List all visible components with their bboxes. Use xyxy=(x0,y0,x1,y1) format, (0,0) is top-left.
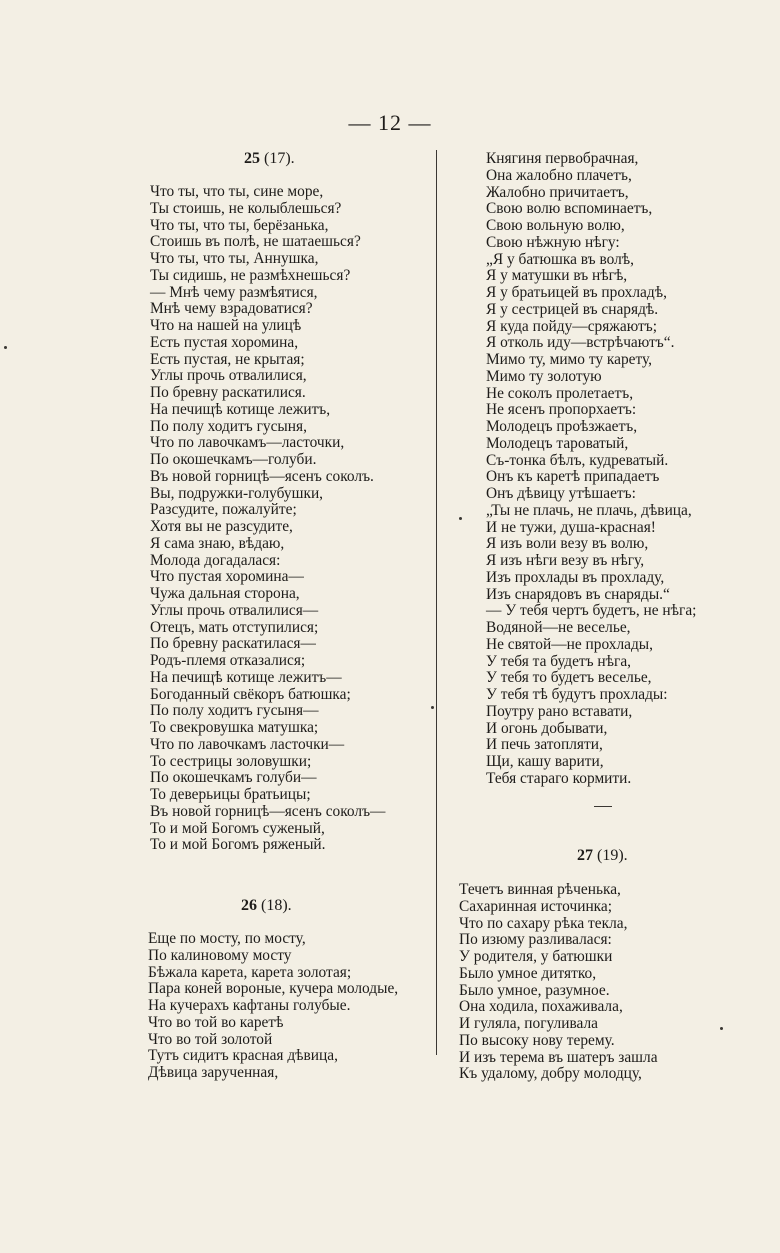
poem-heading-25 xyxy=(244,150,295,168)
verse-line: Что на нашей на улицѣ xyxy=(150,317,302,334)
poem-text-27 xyxy=(459,882,658,1083)
verse-line: Я изъ нѣги везу въ нѣгу, xyxy=(486,552,645,569)
verse-line: Было умное дитятко, xyxy=(459,964,597,982)
verse-line: Молода догадалася: xyxy=(150,551,281,569)
verse-line: Что во той во каретѣ xyxy=(148,1013,284,1031)
verse-line: Она жалобно плачетъ, xyxy=(486,166,632,184)
verse-line: У родителя, у батюшки xyxy=(459,948,613,965)
verse-line: Съ-тонка бѣлъ, кудреватый. xyxy=(486,451,669,469)
poem-variant: (19). xyxy=(597,847,628,864)
poem-variant: (18). xyxy=(261,897,292,914)
verse-line: Ты сидишь, не размѣхнешься? xyxy=(150,266,351,284)
poem-variant: (17). xyxy=(264,150,295,167)
verse-line: Княгиня первобрачная, xyxy=(486,150,639,167)
verse-line: И огонь добывати, xyxy=(486,719,608,737)
verse-line: Пара коней вороные, кучера молодые, xyxy=(148,980,399,998)
verse-line: Тутъ сидитъ красная дѣвица, xyxy=(148,1047,338,1065)
verse-line: Мимо ту, мимо ту карету, xyxy=(486,351,653,368)
verse-line: Не соколъ пролетаетъ, xyxy=(486,384,634,402)
verse-line: Мимо ту золотую xyxy=(486,367,602,385)
verse-line: Къ удалому, добру молодцу, xyxy=(459,1065,642,1083)
verse-line: По окошечкамъ голуби— xyxy=(150,769,317,787)
column-divider xyxy=(436,150,437,1055)
verse-line: Что ты, что ты, Аннушка, xyxy=(150,250,319,267)
verse-line: Водяной—не веселье, xyxy=(486,619,631,636)
verse-line: Не ясенъ пропорхаетъ: xyxy=(486,401,637,419)
poem-text-25 xyxy=(150,184,385,854)
verse-line: Богоданный свёкоръ батюшка; xyxy=(150,685,351,703)
verse-line: На печищѣ котище лежитъ— xyxy=(150,668,342,686)
verse-line: Я отколь иду—встрѣчаютъ“. xyxy=(486,334,675,352)
verse-line: Что по лавочкамъ ласточки— xyxy=(150,735,345,753)
verse-line: У тебя та будетъ нѣга, xyxy=(486,652,632,670)
verse-line: Стоишь въ полѣ, не шатаешься? xyxy=(150,233,361,251)
verse-line: Еще по мосту, по мосту, xyxy=(148,930,306,947)
verse-line: Дѣвица зарученная, xyxy=(148,1064,279,1081)
poem-heading-27 xyxy=(577,847,628,865)
verse-line: Я у братьицей въ прохладѣ, xyxy=(486,284,667,301)
verse-line: По бревну раскатилися. xyxy=(150,384,306,401)
section-separator xyxy=(594,806,612,807)
verse-line: Въ новой горницѣ—ясенъ соколъ. xyxy=(150,467,374,485)
verse-line: Изъ снарядовъ въ снаряды.“ xyxy=(486,585,670,603)
verse-line: Мнѣ чему взрадоватися? xyxy=(150,300,313,318)
verse-line: Свою нѣжную нѣгу: xyxy=(486,233,620,251)
verse-line: Сахаринная источинка; xyxy=(459,897,613,915)
verse-line: По калиновому мосту xyxy=(148,946,292,964)
verse-line: Я у сестрицей въ снарядѣ. xyxy=(486,300,659,318)
verse-line: Ты стоишь, не колыблешься? xyxy=(150,199,342,217)
verse-line: То и мой Богомъ ряженый. xyxy=(150,836,326,854)
verse-line: Что пустая хоромина— xyxy=(150,568,304,586)
poem-number: 27 xyxy=(577,847,593,864)
verse-line: Есть пустая хоромина, xyxy=(150,333,299,351)
verse-line: И изъ терема въ шатеръ зашла xyxy=(459,1048,658,1066)
verse-line: Онъ къ каретѣ припадаетъ xyxy=(486,468,660,486)
verse-line: Я сама знаю, вѣдаю, xyxy=(150,534,285,552)
paper-speck xyxy=(4,346,7,349)
poem-heading-26 xyxy=(241,897,292,915)
verse-line: Молодецъ проѣзжаетъ, xyxy=(486,418,638,435)
verse-line: И не тужи, душа-красная! xyxy=(486,518,656,536)
verse-line: У тебя тѣ будутъ прохлады: xyxy=(486,686,668,703)
verse-line: По полу ходитъ гусыня, xyxy=(150,417,307,435)
poem-text-26-continued xyxy=(486,151,696,788)
verse-line: Что по лавочкамъ—ласточки, xyxy=(150,434,345,452)
verse-line: Разсудите, пожалуйте; xyxy=(150,501,297,519)
verse-line: Онъ дѣвицу утѣшаетъ: xyxy=(486,485,636,502)
page-number: — 12 — xyxy=(348,110,432,135)
verse-line: Что ты, что ты, сине море, xyxy=(150,183,324,200)
verse-line: По изюму разливалася: xyxy=(459,931,612,949)
verse-line: То и мой Богомъ суженый, xyxy=(150,819,325,837)
verse-line: Есть пустая, не крытая; xyxy=(150,350,305,368)
verse-line: Что по сахару рѣка текла, xyxy=(459,914,628,932)
verse-line: Вы, подружки-голубушки, xyxy=(150,484,324,502)
verse-line: Я у матушки въ нѣгѣ, xyxy=(486,267,628,285)
verse-line: У тебя то будетъ веселье, xyxy=(486,669,652,687)
verse-line: Я изъ воли везу въ волю, xyxy=(486,535,649,553)
verse-line: То сестрицы золовушки; xyxy=(150,752,312,770)
verse-line: По высоку нову терему. xyxy=(459,1031,615,1049)
verse-line: Я куда пойду—сряжаютъ; xyxy=(486,317,658,335)
verse-line: — У тебя чертъ будетъ, не нѣга; xyxy=(486,602,697,620)
verse-line: Что во той золотой xyxy=(148,1030,273,1048)
verse-line: Было умное, разумное. xyxy=(459,981,610,999)
verse-line: Въ новой горницѣ—ясенъ соколъ— xyxy=(150,802,386,820)
paper-speck xyxy=(459,517,462,520)
verse-line: На кучерахъ кафтаны голубые. xyxy=(148,997,351,1014)
verse-line: Тебя стараго кормити. xyxy=(486,769,632,787)
verse-line: Она ходила, похаживала, xyxy=(459,998,623,1016)
verse-line: Свою волю вспоминаетъ, xyxy=(486,200,653,218)
verse-line: И гуляла, погуливала xyxy=(459,1015,598,1032)
verse-line: По окошечкамъ—голуби. xyxy=(150,451,317,468)
verse-line: Что ты, что ты, берёзанька, xyxy=(150,216,329,234)
verse-line: Углы прочь отвалилися— xyxy=(150,601,319,619)
verse-line: Родъ-племя отказалися; xyxy=(150,652,306,669)
verse-line: Жалобно причитаетъ, xyxy=(486,183,629,201)
verse-line: На печищѣ котище лежитъ, xyxy=(150,400,331,418)
verse-line: Течетъ винная рѣченька, xyxy=(459,881,621,898)
verse-line: Щи, кашу варити, xyxy=(486,753,604,770)
paper-speck xyxy=(720,1027,723,1030)
poem-number: 26 xyxy=(241,897,257,914)
verse-line: И печь затопляти, xyxy=(486,736,603,754)
verse-line: Бѣжала карета, карета золотая; xyxy=(148,963,352,981)
verse-line: То деверьицы братьицы; xyxy=(150,786,311,803)
verse-line: Изъ прохлады въ прохладу, xyxy=(486,568,665,586)
verse-line: Отецъ, мать отступилися; xyxy=(150,618,319,636)
poem-text-26 xyxy=(148,931,398,1082)
poem-number: 25 xyxy=(244,150,260,167)
verse-line: Свою вольную волю, xyxy=(486,217,625,234)
verse-line: Молодецъ тароватый, xyxy=(486,434,629,452)
verse-line: Не святой—не прохлады, xyxy=(486,635,653,653)
verse-line: „Я у батюшка въ волѣ, xyxy=(486,250,634,268)
verse-line: По бревну раскатилася— xyxy=(150,635,316,653)
verse-line: Хотя вы не разсудите, xyxy=(150,518,293,535)
verse-line: Углы прочь отвалилися, xyxy=(150,367,307,385)
verse-line: Поутру рано вставати, xyxy=(486,702,633,720)
verse-line: „Ты не плачь, не плачь, дѣвица, xyxy=(486,501,692,519)
verse-line: — Мнѣ чему размѣятися, xyxy=(150,283,318,301)
verse-line: Чужа дальная сторона, xyxy=(150,585,300,602)
paper-speck xyxy=(431,706,434,709)
verse-line: По полу ходитъ гусыня— xyxy=(150,702,319,720)
verse-line: То свекровушка матушка; xyxy=(150,719,319,736)
